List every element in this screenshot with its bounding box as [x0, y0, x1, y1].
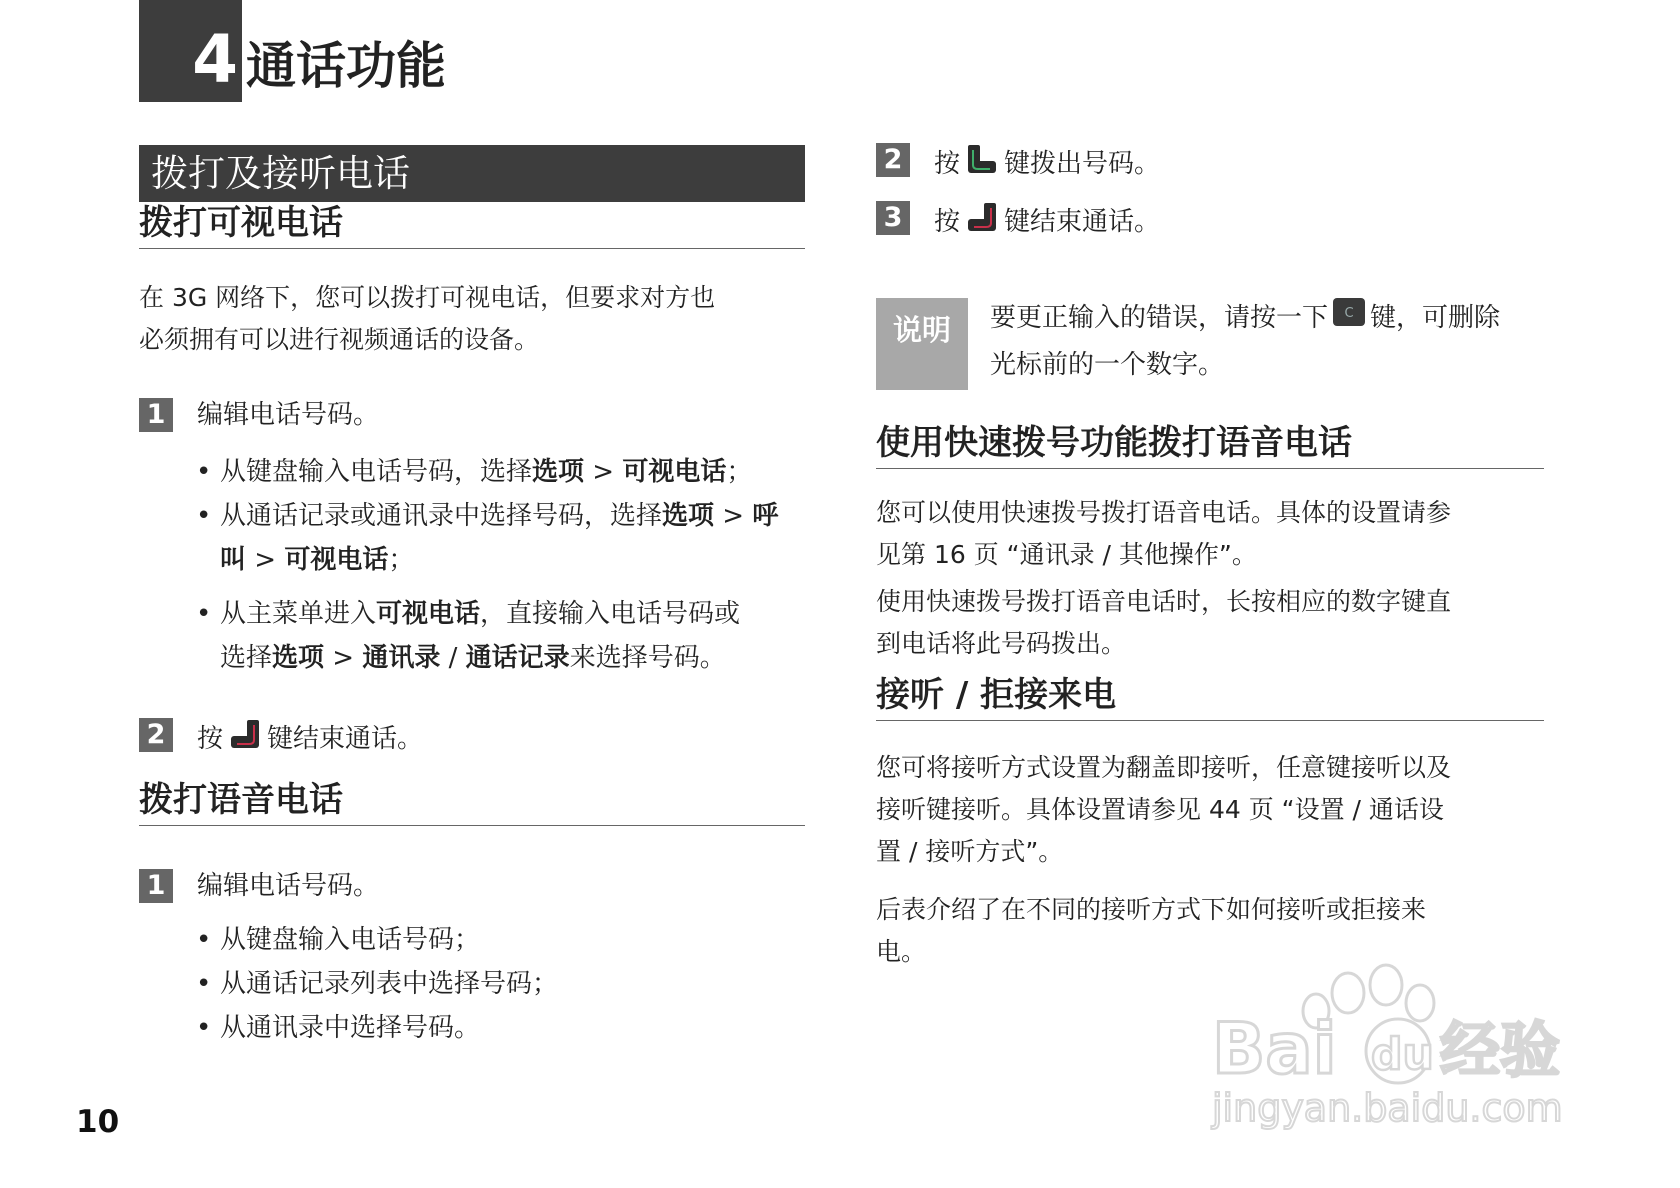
step-text: 按 键拨出号码。 [934, 143, 1160, 186]
answer-para-2: 后表介绍了在不同的接听方式下如何接听或拒接来 电。 [876, 895, 1427, 966]
voice-call-bullets [196, 918, 816, 1050]
svg-text:经验: 经验 [1440, 1016, 1560, 1086]
note-text: 要更正输入的错误，请按一下 C 键，可删除 光标前的一个数字。 [990, 295, 1550, 388]
heading-video-call: 拨打可视电话 [139, 203, 805, 249]
list-item-continuation: 选择选项 > 通讯录 / 通话记录来选择号码。 [220, 643, 726, 673]
answer-para-1: 您可将接听方式设置为翻盖即接听，任意键接听以及 接听键接听。具体设置请参见 44 页 “设置 / 通话设 置 / 接听方式”。 [876, 753, 1452, 866]
section-title-bar: 拨打及接听电话 [139, 145, 805, 202]
step-number-box: 1 [139, 398, 173, 432]
list-item-continuation: 叫 > 可视电话； [220, 545, 415, 575]
heading-speed-dial: 使用快速拨号功能拨打语音电话 [876, 423, 1544, 469]
end-call-key-icon [227, 718, 263, 761]
video-call-intro-line-2: 必须拥有可以进行视频通话的设备。 [139, 325, 540, 354]
heading-answer-reject: 接听 / 拒接来电 [876, 675, 1544, 721]
svg-text:jingyan.baidu.com: jingyan.baidu.com [1212, 1086, 1563, 1130]
list-item: • 从主菜单进入可视电话，直接输入电话号码或 [196, 599, 741, 629]
video-call-intro [139, 277, 809, 361]
step-number-box: 1 [139, 869, 173, 903]
step-text: 按 键结束通话。 [197, 718, 423, 761]
note-label-box: 说明 [876, 298, 968, 390]
page-number: 10 [76, 1104, 120, 1140]
end-call-key-icon [964, 201, 1000, 244]
list-item: • 从键盘输入电话号码，选择选项 > 可视电话； [196, 457, 753, 487]
chapter-number: 4 [139, 0, 242, 102]
step-number-box: 2 [876, 143, 910, 177]
call-key-icon [964, 143, 1000, 186]
step-number-box: 2 [139, 718, 173, 752]
step-text: 按 键结束通话。 [934, 201, 1160, 244]
step-text: 编辑电话号码。 [197, 400, 380, 430]
baidu-watermark [1208, 955, 1608, 1130]
clear-key-icon [1332, 296, 1366, 342]
list-item: • 从通讯录中选择号码。 [196, 1013, 481, 1043]
step-number-box: 3 [876, 201, 910, 235]
baidu-paw-logo-icon [1208, 955, 1608, 1130]
video-call-intro-line-1: 在 3G 网络下，您可以拨打可视电话，但要求对方也 [139, 283, 716, 312]
heading-voice-call: 拨打语音电话 [139, 780, 805, 826]
svg-text:Bai: Bai [1212, 1008, 1337, 1090]
list-item: • 从键盘输入电话号码； [196, 925, 481, 955]
chapter-title: 通话功能 [246, 37, 446, 95]
step-text: 编辑电话号码。 [197, 871, 380, 901]
list-item: • 从通话记录列表中选择号码； [196, 969, 559, 999]
svg-text:C: C [1344, 305, 1354, 321]
list-item: • 从通话记录或通讯录中选择号码，选择选项 > 呼 [196, 501, 779, 531]
video-call-bullets [196, 450, 816, 680]
speed-dial-para-2: 使用快速拨号拨打语音电话时，长按相应的数字键直 到电话将此号码拨出。 [876, 587, 1452, 658]
speed-dial-para-1: 您可以使用快速拨号拨打语音电话。具体的设置请参 见第 16 页 “通讯录 / 其他操作”。 [876, 498, 1452, 569]
svg-text:du: du [1371, 1029, 1434, 1080]
